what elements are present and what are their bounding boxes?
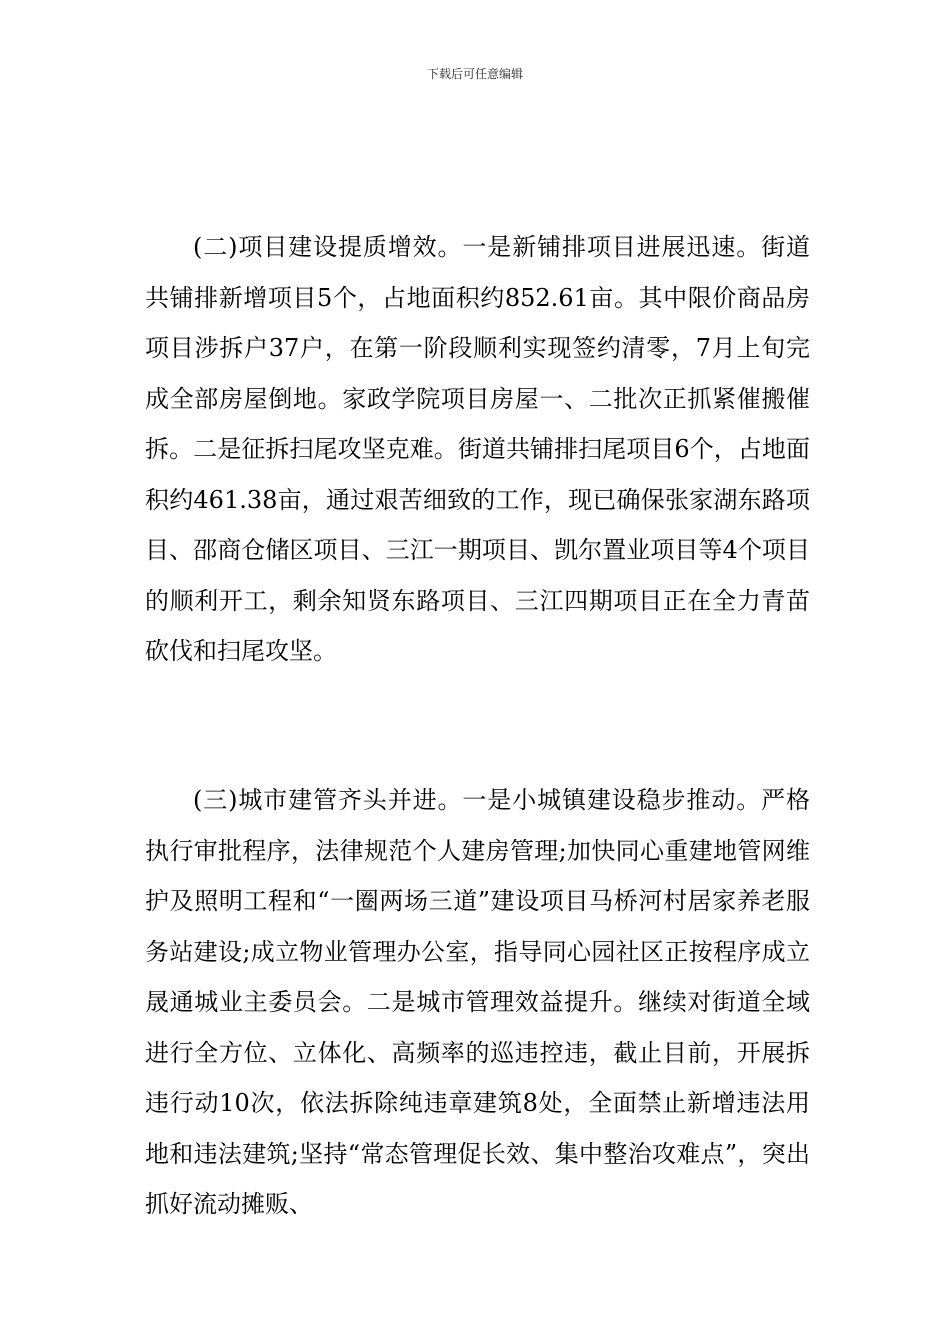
paragraph-project-construction: (二)项目建设提质增效。一是新铺排项目进展迅速。街道共铺排新增项目5个，占地面积约852.61亩。其中限价商品房项目涉拆户37户，在第一阶段顺利实现签约清零，7月上旬完成全部房屋倒地。家政学院项目房屋一、二批次正抓紧催搬催拆。二是征拆扫尾攻坚克难。街道共铺排扫尾项目6个，占地面积约461.38亩，通过艰苦细致的工作，现已确保张家湖东路项目、邵商仓储区项目、三江一期项目、凯尔置业项目等4个项目的顺利开工，剩余知贤东路项目、三江四期项目正在全力青苗砍伐和扫尾攻坚。 [145,233,810,665]
paragraph-urban-management: (三)城市建管齐头并进。一是小城镇建设稳步推动。严格执行审批程序，法律规范个人建房管理;加快同心重建地管网维护及照明工程和“一圈两场三道”建设项目马桥河村居家养老服务站建设;成立物业管理办公室，指导同心园社区正按程序成立晟通城业主委员会。二是城市管理效益提升。继续对街道全域进行全方位、立体化、高频率的巡违控违，截止目前，开展拆违行动10次，依法拆除纯违章建筑8处，全面禁止新增违法用地和违法建筑;坚持“常态管理促长效、集中整治攻难点”，突出抓好流动摊贩、 [145,786,810,1218]
page-header: 下载后可任意编辑 [426,67,523,81]
